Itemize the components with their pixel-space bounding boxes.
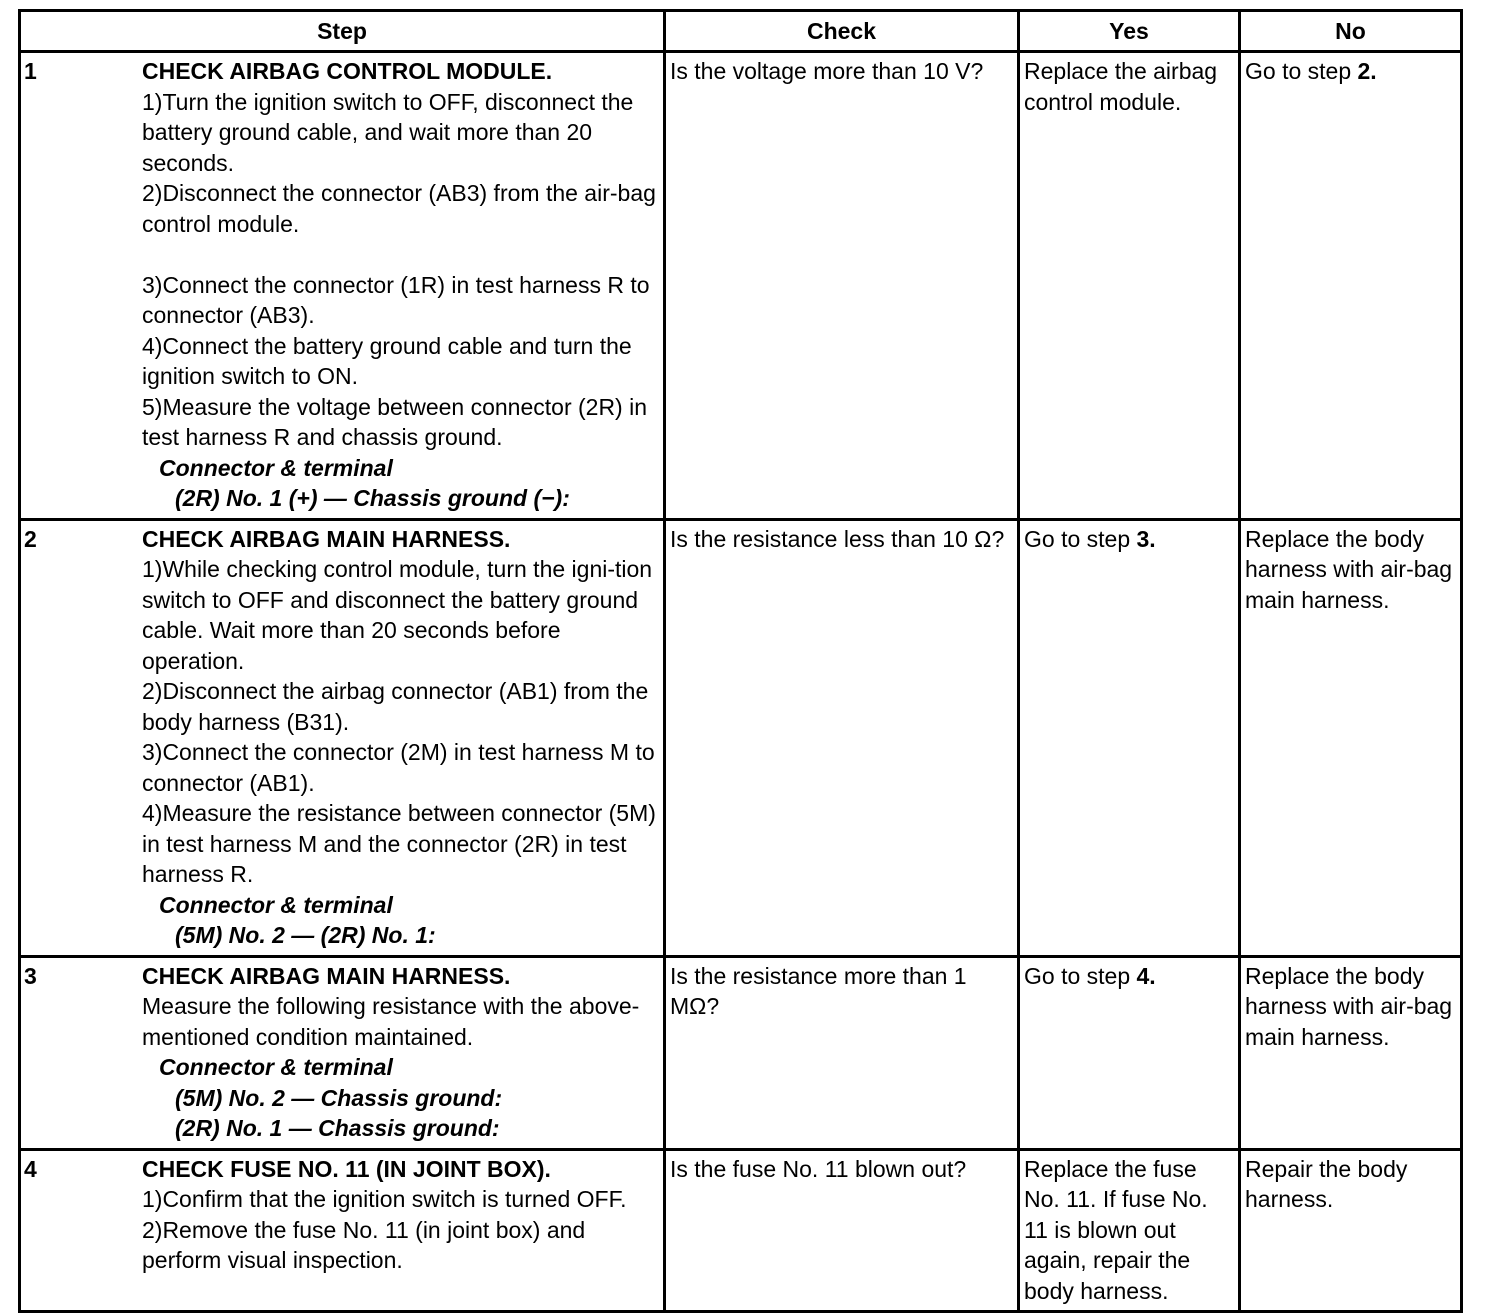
step-body bbox=[142, 56, 659, 514]
check-cell: Is the resistance less than 10 Ω? bbox=[665, 519, 1019, 956]
spacer bbox=[142, 239, 659, 270]
step-instruction: 1)Turn the ignition switch to OFF, disconnect the battery ground cable, and wait more than 20 seconds. bbox=[142, 88, 634, 176]
terminal-item: (5M) No. 2 — Chassis ground: bbox=[175, 1084, 503, 1111]
check-cell: Is the resistance more than 1 MΩ? bbox=[665, 956, 1019, 1149]
step-number: 4 bbox=[24, 1155, 37, 1182]
yes-cell bbox=[1019, 956, 1240, 1149]
terminal-label: Connector & terminal bbox=[159, 454, 393, 481]
terminal-label: Connector & terminal bbox=[159, 1054, 393, 1080]
no-cell: Replace the body harness with air-bag main harness. bbox=[1240, 956, 1462, 1149]
table-header-row bbox=[20, 11, 1462, 52]
step-title: CHECK AIRBAG MAIN HARNESS. bbox=[142, 525, 511, 552]
header-no: No bbox=[1240, 11, 1462, 52]
step-title: CHECK AIRBAG MAIN HARNESS. bbox=[142, 962, 511, 989]
step-number: 1 bbox=[24, 58, 37, 84]
terminal-label: Connector & terminal bbox=[159, 891, 393, 918]
step-cell bbox=[20, 52, 665, 520]
terminal-item: (2R) No. 1 — Chassis ground: bbox=[175, 1115, 500, 1141]
step-instruction: 5)Measure the voltage between connector (2R) in test harness R and chassis ground. bbox=[142, 393, 648, 450]
table-row bbox=[20, 1149, 1462, 1312]
check-cell: Is the fuse No. 11 blown out? bbox=[665, 1149, 1019, 1312]
step-body bbox=[142, 524, 659, 951]
step-instruction: 4)Measure the resistance between connector (5M) in test harness M and the connector (2R) in test harness R. bbox=[142, 800, 656, 887]
no-cell: Repair the body harness. bbox=[1240, 1149, 1462, 1312]
terminal-item: (2R) No. 1 (+) — Chassis ground (−): bbox=[175, 485, 570, 511]
step-title: CHECK FUSE NO. 11 (IN JOINT BOX). bbox=[142, 1155, 551, 1182]
no-cell bbox=[1240, 52, 1462, 520]
check-cell: Is the voltage more than 10 V? bbox=[665, 52, 1019, 520]
no-cell: Replace the body harness with air-bag main harness. bbox=[1240, 519, 1462, 956]
header-check: Check bbox=[665, 11, 1019, 52]
header-step: Step bbox=[20, 11, 665, 52]
step-body bbox=[142, 961, 659, 1144]
no-step-ref: 2. bbox=[1357, 58, 1377, 84]
step-instruction: Measure the following resistance with the above-mentioned condition maintained. bbox=[142, 993, 640, 1050]
step-body bbox=[142, 1154, 659, 1276]
step-number: 2 bbox=[24, 525, 37, 552]
step-instruction: 3)Connect the connector (1R) in test harness R to connector (AB3). bbox=[142, 271, 650, 328]
step-instruction: 2)Disconnect the connector (AB3) from the air-bag control module. bbox=[142, 180, 656, 237]
yes-cell bbox=[1019, 519, 1240, 956]
step-instruction: 1)Confirm that the ignition switch is turned OFF. bbox=[142, 1186, 627, 1212]
terminal-item: (5M) No. 2 — (2R) No. 1: bbox=[175, 922, 436, 948]
step-number: 3 bbox=[24, 962, 37, 989]
step-instruction: 1)While checking control module, turn the igni-tion switch to OFF and disconnect the battery ground cable. Wait more than 20 seconds before operation. bbox=[142, 556, 653, 674]
diagnostic-table bbox=[18, 9, 1463, 1313]
step-instruction: 4)Connect the battery ground cable and turn the ignition switch to ON. bbox=[142, 332, 632, 389]
yes-step-ref: 4. bbox=[1136, 962, 1156, 989]
step-cell bbox=[20, 519, 665, 956]
step-cell bbox=[20, 956, 665, 1149]
yes-text: Go to step bbox=[1024, 525, 1137, 552]
table-row bbox=[20, 519, 1462, 956]
no-text: Go to step bbox=[1245, 58, 1358, 84]
step-instruction: 3)Connect the connector (2M) in test harness M to connector (AB1). bbox=[142, 739, 655, 796]
diagnostic-procedure-sheet bbox=[18, 9, 1460, 1313]
header-yes: Yes bbox=[1019, 11, 1240, 52]
step-title: CHECK AIRBAG CONTROL MODULE. bbox=[142, 58, 553, 84]
table-row bbox=[20, 956, 1462, 1149]
table-row bbox=[20, 52, 1462, 520]
yes-step-ref: 3. bbox=[1136, 525, 1156, 552]
yes-cell: Replace the airbag control module. bbox=[1019, 52, 1240, 520]
step-cell bbox=[20, 1149, 665, 1312]
step-instruction: 2)Disconnect the airbag connector (AB1) from the body harness (B31). bbox=[142, 678, 649, 735]
step-instruction: 2)Remove the fuse No. 11 (in joint box) and perform visual inspection. bbox=[142, 1216, 586, 1273]
yes-text: Go to step bbox=[1024, 962, 1137, 989]
yes-cell: Replace the fuse No. 11. If fuse No. 11 is blown out again, repair the body harness. bbox=[1019, 1149, 1240, 1312]
